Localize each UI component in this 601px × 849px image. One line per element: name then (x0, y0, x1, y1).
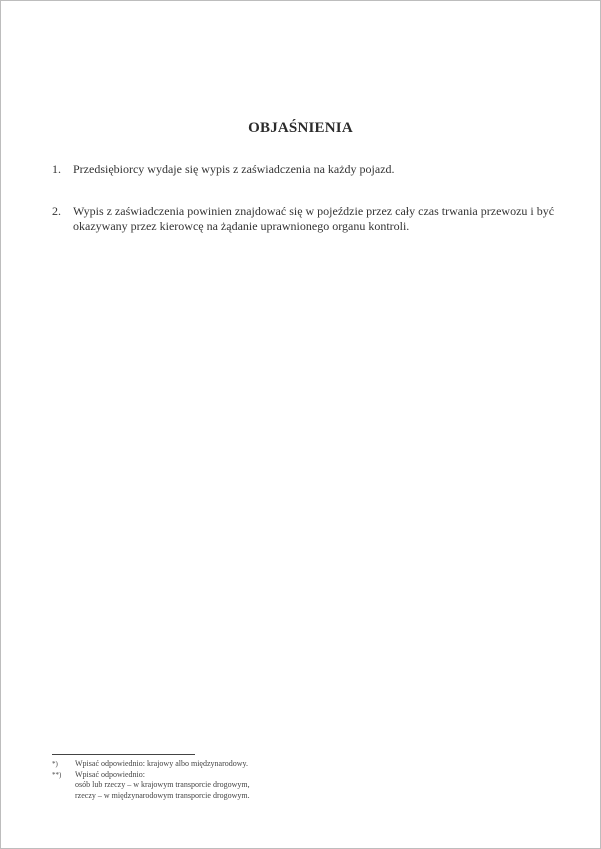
item-text: Wypis z zaświadczenia powinien znajdować się w pojeździe przez cały czas trwania przewozu i być okazywany przez kierowcę na żądanie uprawnionego organu kontroli. (73, 204, 555, 233)
item-number: 1. (52, 162, 61, 176)
explanation-item-1 (52, 162, 572, 177)
item-text: Przedsiębiorcy wydaje się wypis z zaświadczenia na każdy pojazd. (73, 162, 395, 176)
item-number: 2. (52, 204, 61, 218)
footnote-mark: **) (52, 770, 62, 779)
footnote-separator (52, 754, 195, 755)
footnote-2 (52, 770, 452, 802)
footnote-text: Wpisać odpowiednio: (75, 769, 145, 779)
footnote-mark: *) (52, 760, 58, 768)
document-title: OBJAŚNIENIA (248, 120, 353, 136)
footnote-line: osób lub rzeczy – w krajowym transporcie drogowym, (75, 780, 250, 789)
footnote-1 (52, 759, 452, 770)
footnote-line: rzeczy – w międzynarodowym transporcie drogowym. (75, 790, 250, 800)
footnote-text: Wpisać odpowiednio: krajowy albo międzynarodowy. (75, 759, 248, 768)
explanation-item-2 (52, 204, 572, 234)
footnotes (52, 759, 452, 801)
